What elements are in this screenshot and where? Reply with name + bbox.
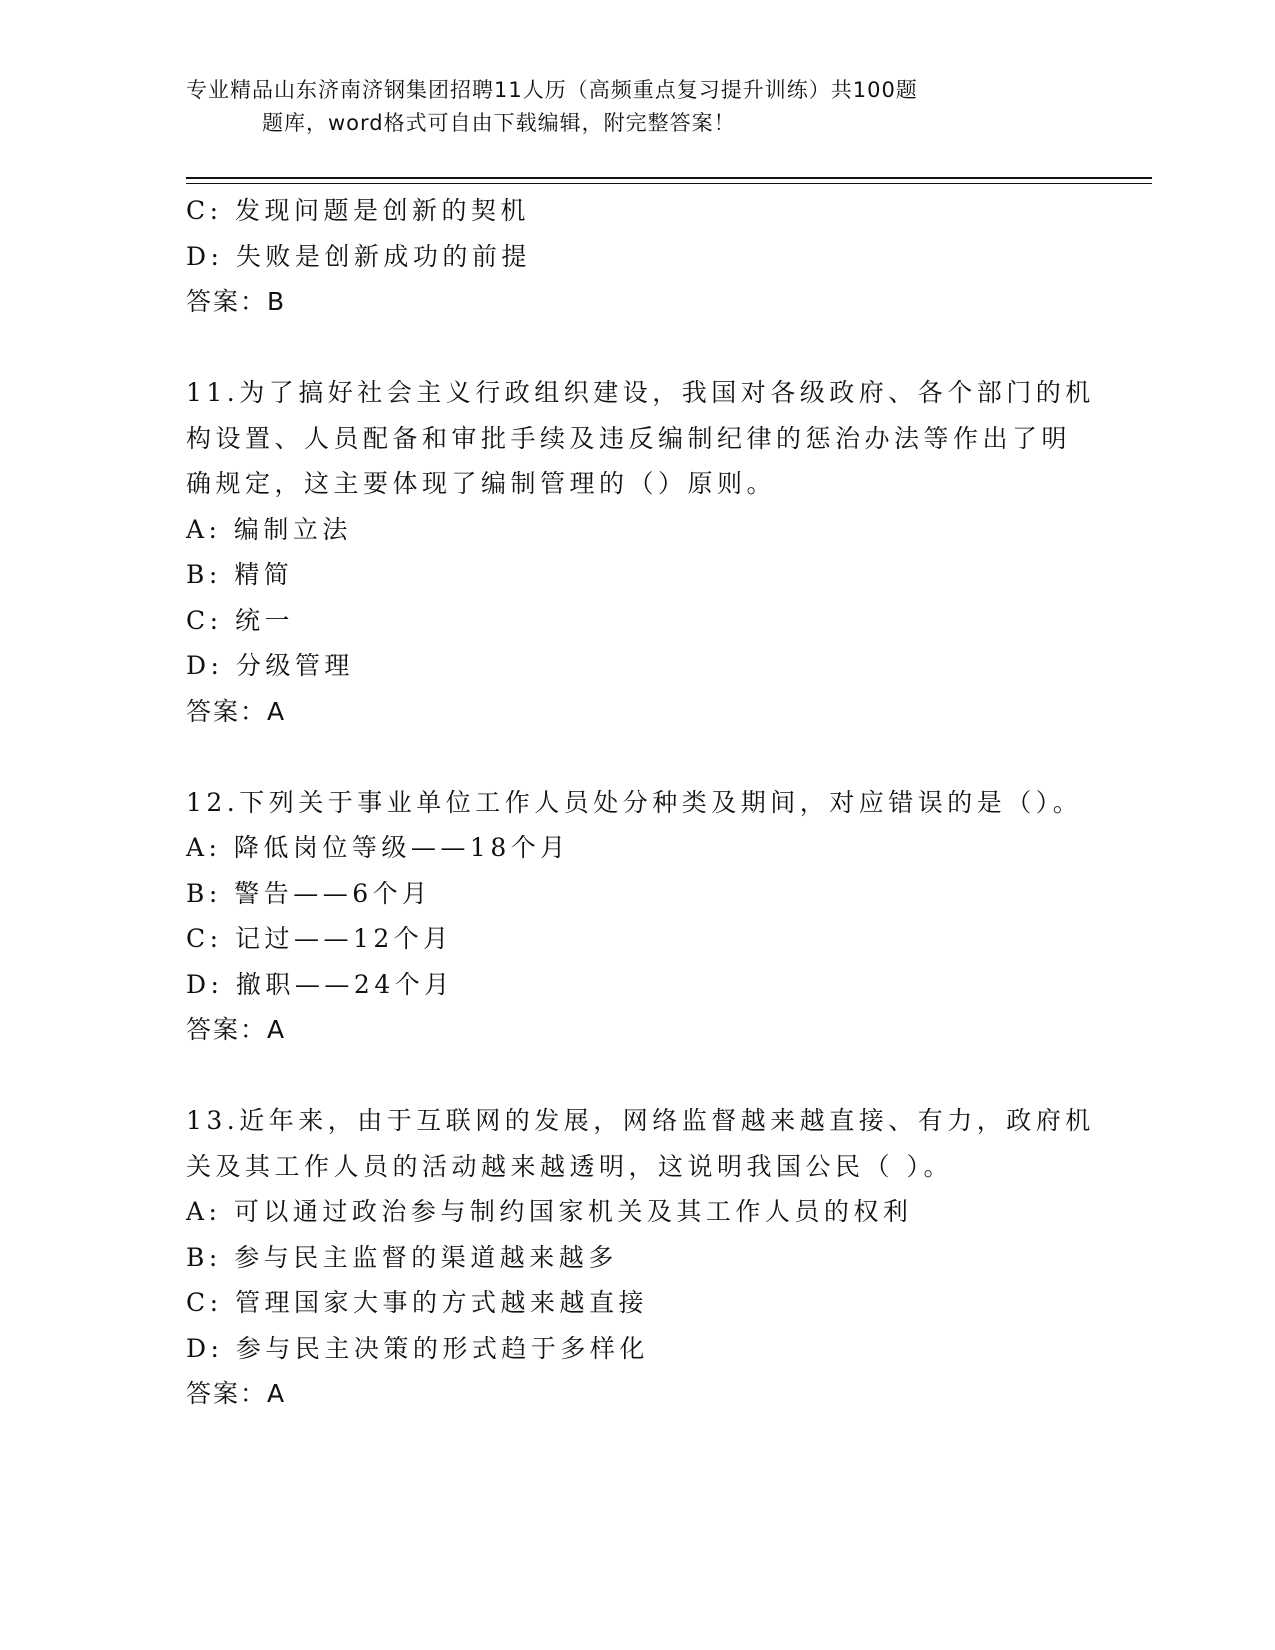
- question-13: [186, 1098, 1095, 1417]
- option-a: A: 降低岗位等级——18个月: [186, 833, 570, 862]
- option-c: C: 记过——12个月: [186, 924, 453, 953]
- header-divider-thick: [186, 177, 1152, 179]
- answer-label: 答案：A: [186, 1379, 287, 1408]
- spacer: [186, 734, 1086, 780]
- question-12: [186, 780, 1086, 1053]
- option-b: B: 警告——6个月: [186, 878, 432, 908]
- option-d: D: 撤职——24个月: [186, 969, 454, 999]
- question-stem-line: 12.下列关于事业单位工作人员处分种类及期间，对应错误的是（）。: [186, 787, 1083, 817]
- spacer: [186, 325, 1086, 371]
- option-a: A: 可以通过政治参与制约国家机关及其工作人员的权利: [186, 1197, 913, 1226]
- answer-label: 答案：B: [186, 287, 287, 316]
- option-b: B: 精简: [186, 560, 294, 589]
- question-content: [186, 188, 1095, 1417]
- option-c: C: 统一: [186, 605, 294, 635]
- previous-question-tail: [186, 188, 1086, 325]
- option-b: B: 参与民主监督的渠道越来越多: [186, 1242, 618, 1272]
- question-stem-line: 关及其工作人员的活动越来越透明，这说明我国公民（ ）。: [186, 1151, 953, 1181]
- option-d: D: 分级管理: [186, 651, 354, 680]
- spacer: [186, 1053, 1086, 1099]
- option-d: D: 失败是创新成功的前提: [186, 241, 531, 271]
- answer-label: 答案：A: [186, 1015, 287, 1044]
- header-title-line-2: 题库，word格式可自由下载编辑，附完整答案！: [262, 111, 736, 135]
- header-divider-thin: [186, 183, 1152, 184]
- header-title-line-1: 专业精品山东济南济钢集团招聘11人历（高频重点复习提升训练）共100题: [186, 78, 918, 102]
- question-stem-line: 构设置、人员配备和审批手续及违反编制纪律的惩治办法等作出了明: [186, 423, 1072, 453]
- answer-label: 答案：A: [186, 696, 287, 726]
- option-c: C: 管理国家大事的方式越来越直接: [186, 1288, 648, 1317]
- question-stem-line: 11.为了搞好社会主义行政组织建设，我国对各级政府、各个部门的机: [186, 378, 1095, 407]
- page-header: [186, 74, 1086, 140]
- option-d: D: 参与民主决策的形式趋于多样化: [186, 1333, 649, 1363]
- option-c: C: 发现问题是创新的契机: [186, 196, 530, 225]
- question-stem-line: 确规定，这主要体现了编制管理的（）原则。: [186, 469, 777, 498]
- option-a: A: 编制立法: [186, 514, 352, 544]
- question-stem-line: 13.近年来，由于互联网的发展，网络监督越来越直接、有力，政府机: [186, 1106, 1095, 1135]
- question-11: [186, 370, 1095, 734]
